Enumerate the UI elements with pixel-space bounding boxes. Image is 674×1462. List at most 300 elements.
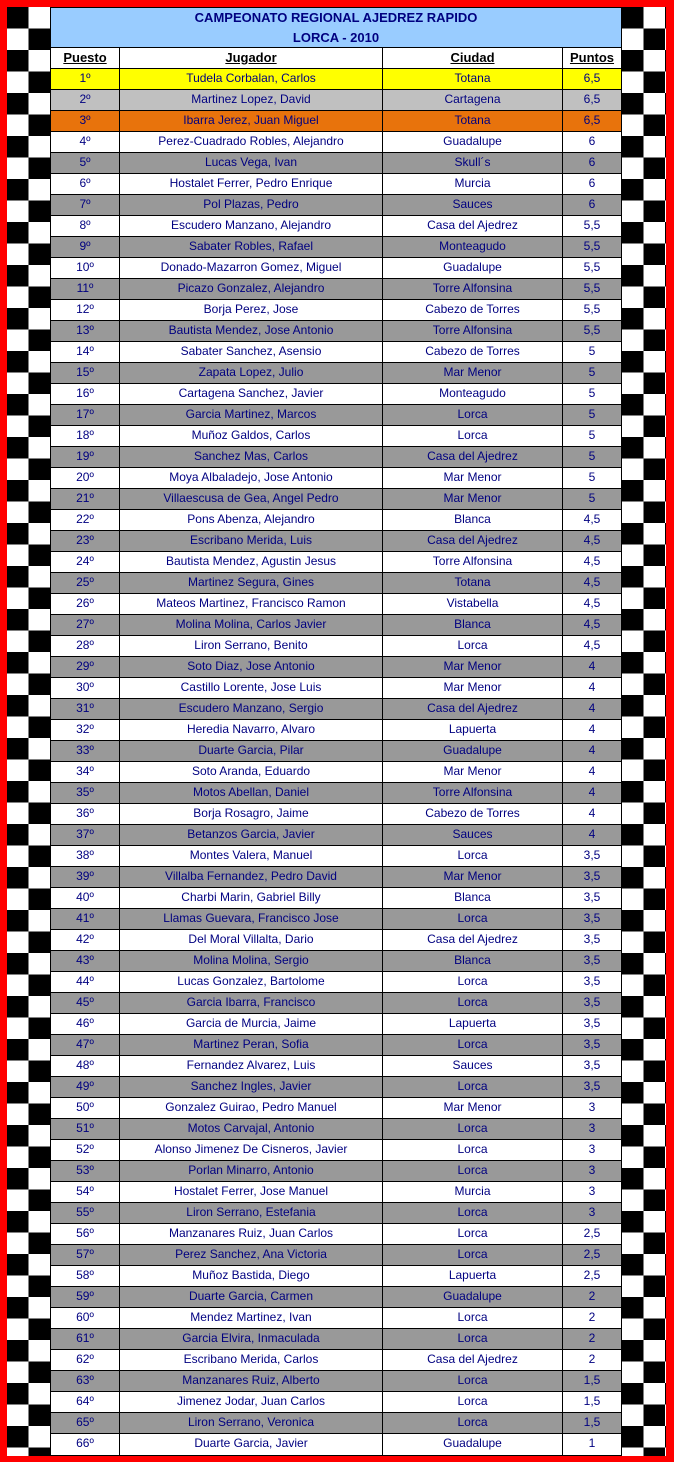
table-row bbox=[51, 804, 621, 825]
cell-ciudad: Lorca bbox=[383, 1245, 563, 1265]
cell-ciudad: Lapuerta bbox=[383, 1266, 563, 1286]
cell-ciudad: Mar Menor bbox=[383, 867, 563, 887]
cell-ciudad: Skull´s bbox=[383, 153, 563, 173]
cell-puntos: 6 bbox=[588, 176, 596, 190]
table-row bbox=[51, 762, 621, 783]
cell-ciudad: Lorca bbox=[383, 1119, 563, 1139]
cell-jugador: Muñoz Bastida, Diego bbox=[120, 1266, 383, 1286]
cell-ciudad: Lorca bbox=[383, 1308, 563, 1328]
cell-puesto: 43º bbox=[51, 951, 120, 971]
cell-ciudad: Vistabella bbox=[383, 594, 563, 614]
cell-jugador: Garcia Ibarra, Francisco bbox=[120, 993, 383, 1013]
cell-puesto: 12º bbox=[51, 300, 120, 320]
cell-puntos: 3,5 bbox=[583, 848, 601, 862]
cell-puntos: 1,5 bbox=[583, 1394, 601, 1408]
cell-ciudad: Blanca bbox=[383, 951, 563, 971]
cell-puntos: 4,5 bbox=[583, 638, 601, 652]
cell-jugador: Borja Rosagro, Jaime bbox=[120, 804, 383, 824]
cell-ciudad: Cabezo de Torres bbox=[383, 300, 563, 320]
cell-puntos: 3 bbox=[588, 1142, 596, 1156]
cell-ciudad: Lorca bbox=[383, 972, 563, 992]
cell-puntos: 5,5 bbox=[583, 302, 601, 316]
cell-puesto: 63º bbox=[51, 1371, 120, 1391]
cell-puntos: 5,5 bbox=[583, 260, 601, 274]
cell-puntos: 5 bbox=[588, 491, 596, 505]
cell-jugador: Escribano Merida, Carlos bbox=[120, 1350, 383, 1370]
cell-ciudad: Mar Menor bbox=[383, 678, 563, 698]
cell-ciudad: Torre Alfonsina bbox=[383, 321, 563, 341]
cell-puntos: 4 bbox=[588, 743, 596, 757]
cell-puesto: 60º bbox=[51, 1308, 120, 1328]
cell-puesto: 16º bbox=[51, 384, 120, 404]
cell-jugador: Sanchez Mas, Carlos bbox=[120, 447, 383, 467]
cell-ciudad: Lapuerta bbox=[383, 720, 563, 740]
table-row bbox=[51, 993, 621, 1014]
cell-jugador: Castillo Lorente, Jose Luis bbox=[120, 678, 383, 698]
cell-puesto: 38º bbox=[51, 846, 120, 866]
cell-ciudad: Mar Menor bbox=[383, 468, 563, 488]
cell-puntos: 2,5 bbox=[583, 1226, 601, 1240]
cell-puesto: 39º bbox=[51, 867, 120, 887]
cell-jugador: Moya Albaladejo, Jose Antonio bbox=[120, 468, 383, 488]
cell-jugador: Duarte Garcia, Javier bbox=[120, 1434, 383, 1455]
cell-puntos: 1 bbox=[588, 1436, 596, 1450]
table-row bbox=[51, 237, 621, 258]
table-row bbox=[51, 741, 621, 762]
table-row bbox=[51, 846, 621, 867]
cell-puesto: 53º bbox=[51, 1161, 120, 1181]
table-row bbox=[51, 573, 621, 594]
cell-puesto: 51º bbox=[51, 1119, 120, 1139]
cell-ciudad: Lorca bbox=[383, 1371, 563, 1391]
table-row bbox=[51, 1350, 621, 1371]
cell-jugador: Garcia de Murcia, Jaime bbox=[120, 1014, 383, 1034]
cell-ciudad: Lorca bbox=[383, 1077, 563, 1097]
cell-ciudad: Lorca bbox=[383, 1413, 563, 1433]
cell-puesto: 42º bbox=[51, 930, 120, 950]
cell-puesto: 21º bbox=[51, 489, 120, 509]
cell-puesto: 28º bbox=[51, 636, 120, 656]
cell-ciudad: Casa del Ajedrez bbox=[383, 447, 563, 467]
cell-jugador: Muñoz Galdos, Carlos bbox=[120, 426, 383, 446]
cell-jugador: Mateos Martinez, Francisco Ramon bbox=[120, 594, 383, 614]
results-table bbox=[50, 7, 622, 1456]
table-row bbox=[51, 132, 621, 153]
table-row bbox=[51, 510, 621, 531]
cell-jugador: Betanzos Garcia, Javier bbox=[120, 825, 383, 845]
table-row bbox=[51, 279, 621, 300]
table-row bbox=[51, 1035, 621, 1056]
table-row bbox=[51, 1266, 621, 1287]
cell-jugador: Jimenez Jodar, Juan Carlos bbox=[120, 1392, 383, 1412]
cell-puntos: 3,5 bbox=[583, 869, 601, 883]
cell-puntos: 5,5 bbox=[583, 239, 601, 253]
table-row bbox=[51, 825, 621, 846]
cell-puesto: 36º bbox=[51, 804, 120, 824]
cell-puesto: 62º bbox=[51, 1350, 120, 1370]
cell-puesto: 5º bbox=[51, 153, 120, 173]
cell-jugador: Martinez Segura, Gines bbox=[120, 573, 383, 593]
cell-puntos: 4,5 bbox=[583, 554, 601, 568]
cell-ciudad: Lorca bbox=[383, 1224, 563, 1244]
cell-jugador: Cartagena Sanchez, Javier bbox=[120, 384, 383, 404]
cell-puesto: 1º bbox=[51, 69, 120, 89]
cell-jugador: Pons Abenza, Alejandro bbox=[120, 510, 383, 530]
table-row bbox=[51, 447, 621, 468]
table-row bbox=[51, 1287, 621, 1308]
table-row bbox=[51, 1161, 621, 1182]
cell-puntos: 3,5 bbox=[583, 911, 601, 925]
cell-puesto: 55º bbox=[51, 1203, 120, 1223]
table-row bbox=[51, 1203, 621, 1224]
cell-ciudad: Monteagudo bbox=[383, 237, 563, 257]
cell-puntos: 5,5 bbox=[583, 323, 601, 337]
cell-jugador: Motos Carvajal, Antonio bbox=[120, 1119, 383, 1139]
cell-ciudad: Totana bbox=[383, 111, 563, 131]
tournament-title: CAMPEONATO REGIONAL AJEDREZ RAPIDO bbox=[194, 10, 478, 25]
cell-puntos: 4 bbox=[588, 680, 596, 694]
cell-jugador: Bautista Mendez, Agustin Jesus bbox=[120, 552, 383, 572]
table-row bbox=[51, 489, 621, 510]
table-row bbox=[51, 615, 621, 636]
cell-puntos: 4,5 bbox=[583, 512, 601, 526]
column-header-puesto: Puesto bbox=[51, 48, 120, 68]
cell-ciudad: Guadalupe bbox=[383, 1434, 563, 1455]
table-row bbox=[51, 1308, 621, 1329]
cell-jugador: Martinez Lopez, David bbox=[120, 90, 383, 110]
cell-puntos: 4 bbox=[588, 785, 596, 799]
cell-ciudad: Lorca bbox=[383, 1203, 563, 1223]
cell-puesto: 50º bbox=[51, 1098, 120, 1118]
cell-puesto: 57º bbox=[51, 1245, 120, 1265]
cell-puntos: 3,5 bbox=[583, 890, 601, 904]
cell-ciudad: Lorca bbox=[383, 426, 563, 446]
cell-puesto: 45º bbox=[51, 993, 120, 1013]
cell-ciudad: Sauces bbox=[383, 825, 563, 845]
cell-ciudad: Cabezo de Torres bbox=[383, 342, 563, 362]
cell-ciudad: Mar Menor bbox=[383, 363, 563, 383]
table-row bbox=[51, 636, 621, 657]
cell-jugador: Del Moral Villalta, Dario bbox=[120, 930, 383, 950]
cell-jugador: Lucas Vega, Ivan bbox=[120, 153, 383, 173]
cell-jugador: Liron Serrano, Estefania bbox=[120, 1203, 383, 1223]
table-row bbox=[51, 531, 621, 552]
table-row bbox=[51, 1224, 621, 1245]
cell-puesto: 52º bbox=[51, 1140, 120, 1160]
cell-ciudad: Lorca bbox=[383, 636, 563, 656]
table-row bbox=[51, 699, 621, 720]
cell-puntos: 4 bbox=[588, 827, 596, 841]
cell-ciudad: Blanca bbox=[383, 888, 563, 908]
cell-puesto: 32º bbox=[51, 720, 120, 740]
cell-ciudad: Blanca bbox=[383, 510, 563, 530]
cell-jugador: Porlan Minarro, Antonio bbox=[120, 1161, 383, 1181]
cell-puntos: 3 bbox=[588, 1121, 596, 1135]
checkerboard-left-border bbox=[7, 7, 50, 1456]
cell-jugador: Donado-Mazarron Gomez, Miguel bbox=[120, 258, 383, 278]
table-body bbox=[51, 69, 621, 1455]
table-row bbox=[51, 930, 621, 951]
cell-jugador: Llamas Guevara, Francisco Jose bbox=[120, 909, 383, 929]
cell-jugador: Martinez Peran, Sofia bbox=[120, 1035, 383, 1055]
cell-puntos: 5 bbox=[588, 344, 596, 358]
cell-puntos: 3 bbox=[588, 1100, 596, 1114]
cell-ciudad: Torre Alfonsina bbox=[383, 552, 563, 572]
cell-jugador: Montes Valera, Manuel bbox=[120, 846, 383, 866]
cell-ciudad: Sauces bbox=[383, 195, 563, 215]
cell-ciudad: Torre Alfonsina bbox=[383, 279, 563, 299]
cell-jugador: Charbi Marin, Gabriel Billy bbox=[120, 888, 383, 908]
cell-puntos: 4 bbox=[588, 764, 596, 778]
cell-ciudad: Sauces bbox=[383, 1056, 563, 1076]
table-row bbox=[51, 783, 621, 804]
cell-puntos: 3,5 bbox=[583, 1058, 601, 1072]
cell-puntos: 3,5 bbox=[583, 1016, 601, 1030]
table-row bbox=[51, 720, 621, 741]
cell-jugador: Manzanares Ruiz, Juan Carlos bbox=[120, 1224, 383, 1244]
table-row bbox=[51, 258, 621, 279]
cell-puntos: 5 bbox=[588, 386, 596, 400]
cell-puesto: 49º bbox=[51, 1077, 120, 1097]
table-row bbox=[51, 216, 621, 237]
cell-ciudad: Lorca bbox=[383, 909, 563, 929]
cell-jugador: Mendez Martinez, Ivan bbox=[120, 1308, 383, 1328]
cell-jugador: Soto Diaz, Jose Antonio bbox=[120, 657, 383, 677]
table-row bbox=[51, 153, 621, 174]
cell-puesto: 8º bbox=[51, 216, 120, 236]
cell-puesto: 23º bbox=[51, 531, 120, 551]
table-row bbox=[51, 1056, 621, 1077]
cell-puesto: 22º bbox=[51, 510, 120, 530]
cell-puntos: 6,5 bbox=[583, 92, 601, 106]
cell-puesto: 64º bbox=[51, 1392, 120, 1412]
cell-jugador: Molina Molina, Carlos Javier bbox=[120, 615, 383, 635]
cell-puesto: 14º bbox=[51, 342, 120, 362]
cell-jugador: Hostalet Ferrer, Pedro Enrique bbox=[120, 174, 383, 194]
table-row bbox=[51, 867, 621, 888]
cell-jugador: Pol Plazas, Pedro bbox=[120, 195, 383, 215]
cell-puntos: 3,5 bbox=[583, 995, 601, 1009]
table-row bbox=[51, 909, 621, 930]
cell-puntos: 6 bbox=[588, 197, 596, 211]
cell-puntos: 4,5 bbox=[583, 596, 601, 610]
cell-ciudad: Lorca bbox=[383, 405, 563, 425]
table-row bbox=[51, 90, 621, 111]
cell-jugador: Picazo Gonzalez, Alejandro bbox=[120, 279, 383, 299]
cell-puntos: 3,5 bbox=[583, 932, 601, 946]
cell-puesto: 19º bbox=[51, 447, 120, 467]
cell-jugador: Liron Serrano, Veronica bbox=[120, 1413, 383, 1433]
cell-puntos: 4 bbox=[588, 806, 596, 820]
column-header-jugador: Jugador bbox=[120, 48, 383, 68]
cell-jugador: Sabater Robles, Rafael bbox=[120, 237, 383, 257]
cell-puntos: 2 bbox=[588, 1310, 596, 1324]
cell-jugador: Garcia Martinez, Marcos bbox=[120, 405, 383, 425]
table-row bbox=[51, 552, 621, 573]
cell-puntos: 3 bbox=[588, 1163, 596, 1177]
table-row bbox=[51, 1329, 621, 1350]
cell-puesto: 15º bbox=[51, 363, 120, 383]
cell-puesto: 4º bbox=[51, 132, 120, 152]
cell-ciudad: Lorca bbox=[383, 1392, 563, 1412]
cell-puesto: 40º bbox=[51, 888, 120, 908]
cell-ciudad: Guadalupe bbox=[383, 1287, 563, 1307]
column-header-ciudad: Ciudad bbox=[383, 48, 563, 68]
cell-ciudad: Guadalupe bbox=[383, 258, 563, 278]
cell-puesto: 56º bbox=[51, 1224, 120, 1244]
cell-puntos: 4 bbox=[588, 722, 596, 736]
cell-jugador: Perez Sanchez, Ana Victoria bbox=[120, 1245, 383, 1265]
cell-puesto: 37º bbox=[51, 825, 120, 845]
table-row bbox=[51, 1245, 621, 1266]
cell-puesto: 2º bbox=[51, 90, 120, 110]
cell-puesto: 47º bbox=[51, 1035, 120, 1055]
cell-puesto: 9º bbox=[51, 237, 120, 257]
table-row bbox=[51, 342, 621, 363]
table-header-row bbox=[51, 48, 621, 69]
table-row bbox=[51, 111, 621, 132]
cell-jugador: Escribano Merida, Luis bbox=[120, 531, 383, 551]
cell-ciudad: Torre Alfonsina bbox=[383, 783, 563, 803]
cell-puesto: 26º bbox=[51, 594, 120, 614]
cell-jugador: Fernandez Alvarez, Luis bbox=[120, 1056, 383, 1076]
cell-jugador: Duarte Garcia, Pilar bbox=[120, 741, 383, 761]
table-row bbox=[51, 405, 621, 426]
cell-puesto: 17º bbox=[51, 405, 120, 425]
cell-ciudad: Lorca bbox=[383, 1035, 563, 1055]
cell-puntos: 2,5 bbox=[583, 1247, 601, 1261]
cell-puntos: 2,5 bbox=[583, 1268, 601, 1282]
cell-puntos: 4 bbox=[588, 659, 596, 673]
cell-puesto: 31º bbox=[51, 699, 120, 719]
cell-ciudad: Casa del Ajedrez bbox=[383, 531, 563, 551]
cell-puesto: 44º bbox=[51, 972, 120, 992]
cell-jugador: Bautista Mendez, Jose Antonio bbox=[120, 321, 383, 341]
cell-jugador: Gonzalez Guirao, Pedro Manuel bbox=[120, 1098, 383, 1118]
cell-puntos: 3,5 bbox=[583, 953, 601, 967]
cell-puesto: 27º bbox=[51, 615, 120, 635]
cell-jugador: Escudero Manzano, Sergio bbox=[120, 699, 383, 719]
table-row bbox=[51, 1077, 621, 1098]
cell-puntos: 6,5 bbox=[583, 71, 601, 85]
cell-ciudad: Mar Menor bbox=[383, 489, 563, 509]
cell-ciudad: Lorca bbox=[383, 1161, 563, 1181]
cell-puesto: 3º bbox=[51, 111, 120, 131]
cell-ciudad: Mar Menor bbox=[383, 657, 563, 677]
cell-puesto: 58º bbox=[51, 1266, 120, 1286]
cell-puntos: 3 bbox=[588, 1184, 596, 1198]
cell-puntos: 5 bbox=[588, 407, 596, 421]
cell-jugador: Sabater Sanchez, Asensio bbox=[120, 342, 383, 362]
cell-ciudad: Murcia bbox=[383, 174, 563, 194]
cell-ciudad: Lorca bbox=[383, 1140, 563, 1160]
table-row bbox=[51, 1140, 621, 1161]
tournament-subtitle: LORCA - 2010 bbox=[292, 30, 380, 45]
cell-puesto: 7º bbox=[51, 195, 120, 215]
cell-puesto: 6º bbox=[51, 174, 120, 194]
cell-ciudad: Lorca bbox=[383, 846, 563, 866]
cell-jugador: Manzanares Ruiz, Alberto bbox=[120, 1371, 383, 1391]
cell-puesto: 41º bbox=[51, 909, 120, 929]
cell-puntos: 5,5 bbox=[583, 281, 601, 295]
table-row bbox=[51, 195, 621, 216]
cell-ciudad: Mar Menor bbox=[383, 762, 563, 782]
table-row bbox=[51, 1119, 621, 1140]
table-row bbox=[51, 1413, 621, 1434]
cell-ciudad: Lorca bbox=[383, 1329, 563, 1349]
cell-puesto: 29º bbox=[51, 657, 120, 677]
table-row bbox=[51, 888, 621, 909]
cell-jugador: Lucas Gonzalez, Bartolome bbox=[120, 972, 383, 992]
cell-jugador: Soto Aranda, Eduardo bbox=[120, 762, 383, 782]
table-row bbox=[51, 174, 621, 195]
cell-puntos: 5,5 bbox=[583, 218, 601, 232]
table-row bbox=[51, 657, 621, 678]
cell-puntos: 5 bbox=[588, 428, 596, 442]
cell-puesto: 34º bbox=[51, 762, 120, 782]
cell-jugador: Liron Serrano, Benito bbox=[120, 636, 383, 656]
cell-jugador: Motos Abellan, Daniel bbox=[120, 783, 383, 803]
checkerboard-right-border bbox=[622, 7, 666, 1456]
cell-ciudad: Mar Menor bbox=[383, 1098, 563, 1118]
cell-puntos: 3,5 bbox=[583, 1037, 601, 1051]
cell-jugador: Duarte Garcia, Carmen bbox=[120, 1287, 383, 1307]
cell-jugador: Garcia Elvira, Inmaculada bbox=[120, 1329, 383, 1349]
column-header-puntos: Puntos bbox=[569, 50, 615, 65]
cell-puesto: 20º bbox=[51, 468, 120, 488]
cell-puntos: 4 bbox=[588, 701, 596, 715]
cell-jugador: Alonso Jimenez De Cisneros, Javier bbox=[120, 1140, 383, 1160]
cell-puntos: 4,5 bbox=[583, 617, 601, 631]
cell-jugador: Sanchez Ingles, Javier bbox=[120, 1077, 383, 1097]
cell-puntos: 1,5 bbox=[583, 1373, 601, 1387]
cell-puesto: 30º bbox=[51, 678, 120, 698]
cell-puntos: 5 bbox=[588, 365, 596, 379]
cell-puesto: 54º bbox=[51, 1182, 120, 1202]
cell-puesto: 65º bbox=[51, 1413, 120, 1433]
cell-puntos: 4,5 bbox=[583, 575, 601, 589]
cell-puesto: 25º bbox=[51, 573, 120, 593]
cell-jugador: Zapata Lopez, Julio bbox=[120, 363, 383, 383]
cell-jugador: Escudero Manzano, Alejandro bbox=[120, 216, 383, 236]
cell-ciudad: Cartagena bbox=[383, 90, 563, 110]
cell-puesto: 18º bbox=[51, 426, 120, 446]
table-row bbox=[51, 468, 621, 489]
title-banner bbox=[51, 8, 621, 48]
cell-ciudad: Casa del Ajedrez bbox=[383, 216, 563, 236]
table-row bbox=[51, 300, 621, 321]
table-row bbox=[51, 426, 621, 447]
cell-puntos: 2 bbox=[588, 1331, 596, 1345]
cell-jugador: Perez-Cuadrado Robles, Alejandro bbox=[120, 132, 383, 152]
cell-ciudad: Lorca bbox=[383, 993, 563, 1013]
cell-jugador: Borja Perez, Jose bbox=[120, 300, 383, 320]
cell-puesto: 61º bbox=[51, 1329, 120, 1349]
table-row bbox=[51, 1392, 621, 1413]
cell-jugador: Molina Molina, Sergio bbox=[120, 951, 383, 971]
cell-ciudad: Casa del Ajedrez bbox=[383, 699, 563, 719]
cell-puntos: 6,5 bbox=[583, 113, 601, 127]
cell-puntos: 2 bbox=[588, 1352, 596, 1366]
table-row bbox=[51, 678, 621, 699]
table-row bbox=[51, 321, 621, 342]
table-row bbox=[51, 594, 621, 615]
table-row bbox=[51, 951, 621, 972]
cell-puntos: 5 bbox=[588, 470, 596, 484]
cell-puesto: 10º bbox=[51, 258, 120, 278]
table-row bbox=[51, 1182, 621, 1203]
cell-ciudad: Cabezo de Torres bbox=[383, 804, 563, 824]
